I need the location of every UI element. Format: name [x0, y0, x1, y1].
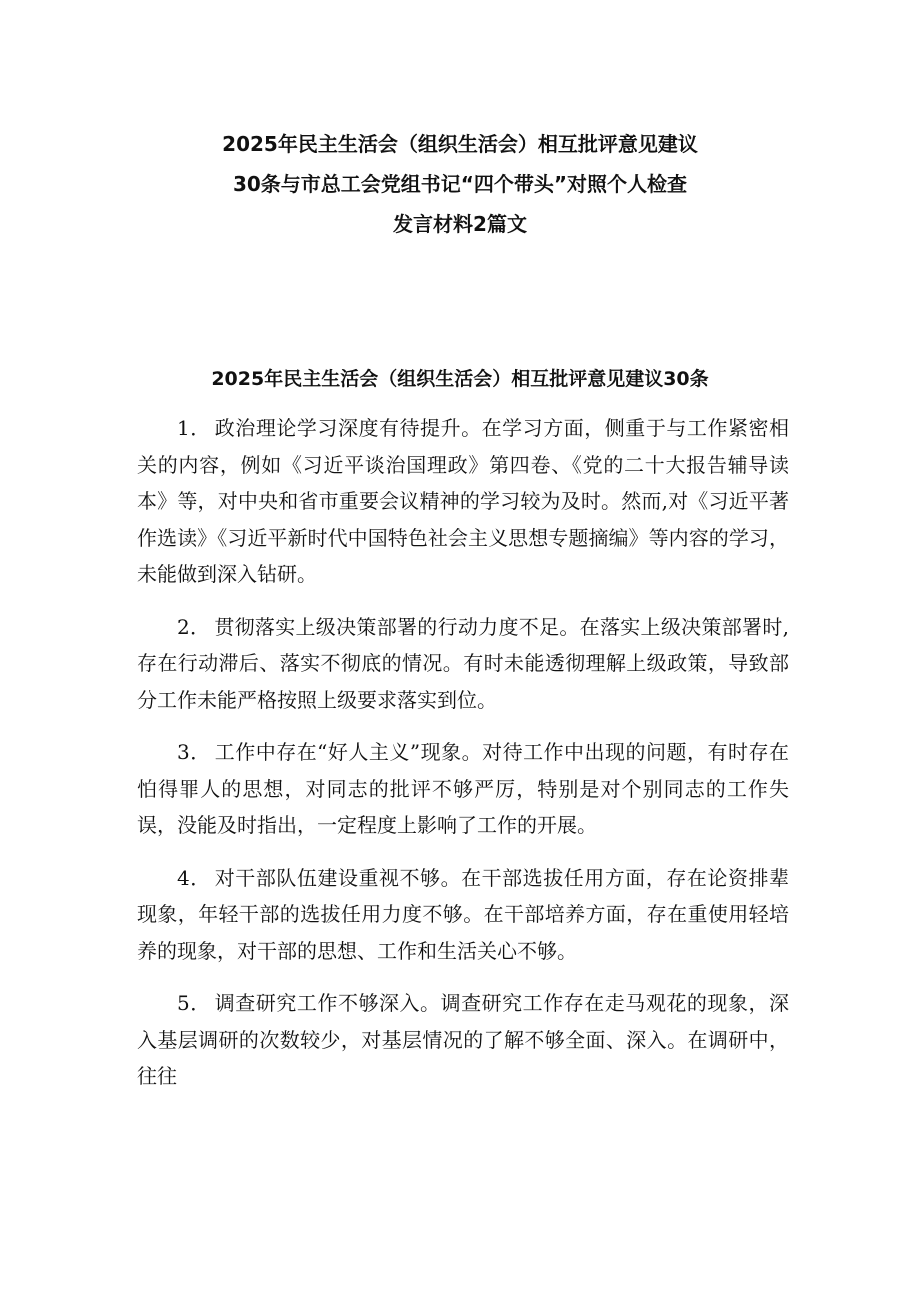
- paragraph-number: 3．: [177, 740, 211, 764]
- paragraph-5: [137, 985, 789, 1095]
- paragraph-text: 政治理论学习深度有待提升。在学习方面，侧重于与工作紧密相关的内容，例如《习近平谈治国理政》第四卷、《党的二十大报告辅导读本》等，对中央和省市重要会议精神的学习较为及时。然而,对《习近平著作选读》《习近平新时代中国特色社会主义思想专题摘编》等内容的学习，未能做到深入钻研。: [137, 416, 789, 586]
- title-line-3: 发言材料2篇文: [393, 212, 527, 236]
- paragraph-number: 4．: [177, 865, 211, 890]
- paragraph-3: [137, 734, 789, 844]
- paragraph-text: 贯彻落实上级决策部署的行动力度不足。在落实上级决策部署时,存在行动滞后、落实不彻底的情况。有时未能透彻理解上级政策，导致部分工作未能严格按照上级要求落实到位。: [137, 614, 789, 712]
- paragraph-2: [137, 609, 789, 719]
- section-heading: 2025年民主生活会（组织生活会）相互批评意见建议30条: [211, 368, 709, 390]
- paragraph-text: 工作中存在“好人主义”现象。对待工作中出现的问题，有时存在怕得罪人的思想，对同志的批评不够严厉，特别是对个别同志的工作失误，没能及时指出，一定程度上影响了工作的开展。: [137, 740, 789, 837]
- paragraph-number: 2．: [177, 614, 211, 639]
- title-line-1: 2025年民主生活会（组织生活会）相互批评意见建议: [222, 132, 698, 156]
- document-title: [0, 124, 920, 244]
- document-body: [137, 410, 789, 1111]
- paragraph-4: [137, 860, 789, 970]
- paragraph-number: 1．: [177, 416, 211, 440]
- paragraph-text: 调查研究工作不够深入。调查研究工作存在走马观花的现象，深入基层调研的次数较少，对基层情况的了解不够全面、深入。在调研中，往往: [137, 991, 789, 1088]
- paragraph-1: [137, 410, 789, 593]
- paragraph-text: 对干部队伍建设重视不够。在干部选拔任用方面，存在论资排辈现象，年轻干部的选拔任用力度不够。在干部培养方面，存在重使用轻培养的现象，对干部的思想、工作和生活关心不够。: [137, 865, 789, 963]
- paragraph-number: 5．: [177, 991, 211, 1015]
- title-line-2: 30条与市总工会党组书记“四个带头”对照个人检查: [232, 172, 688, 196]
